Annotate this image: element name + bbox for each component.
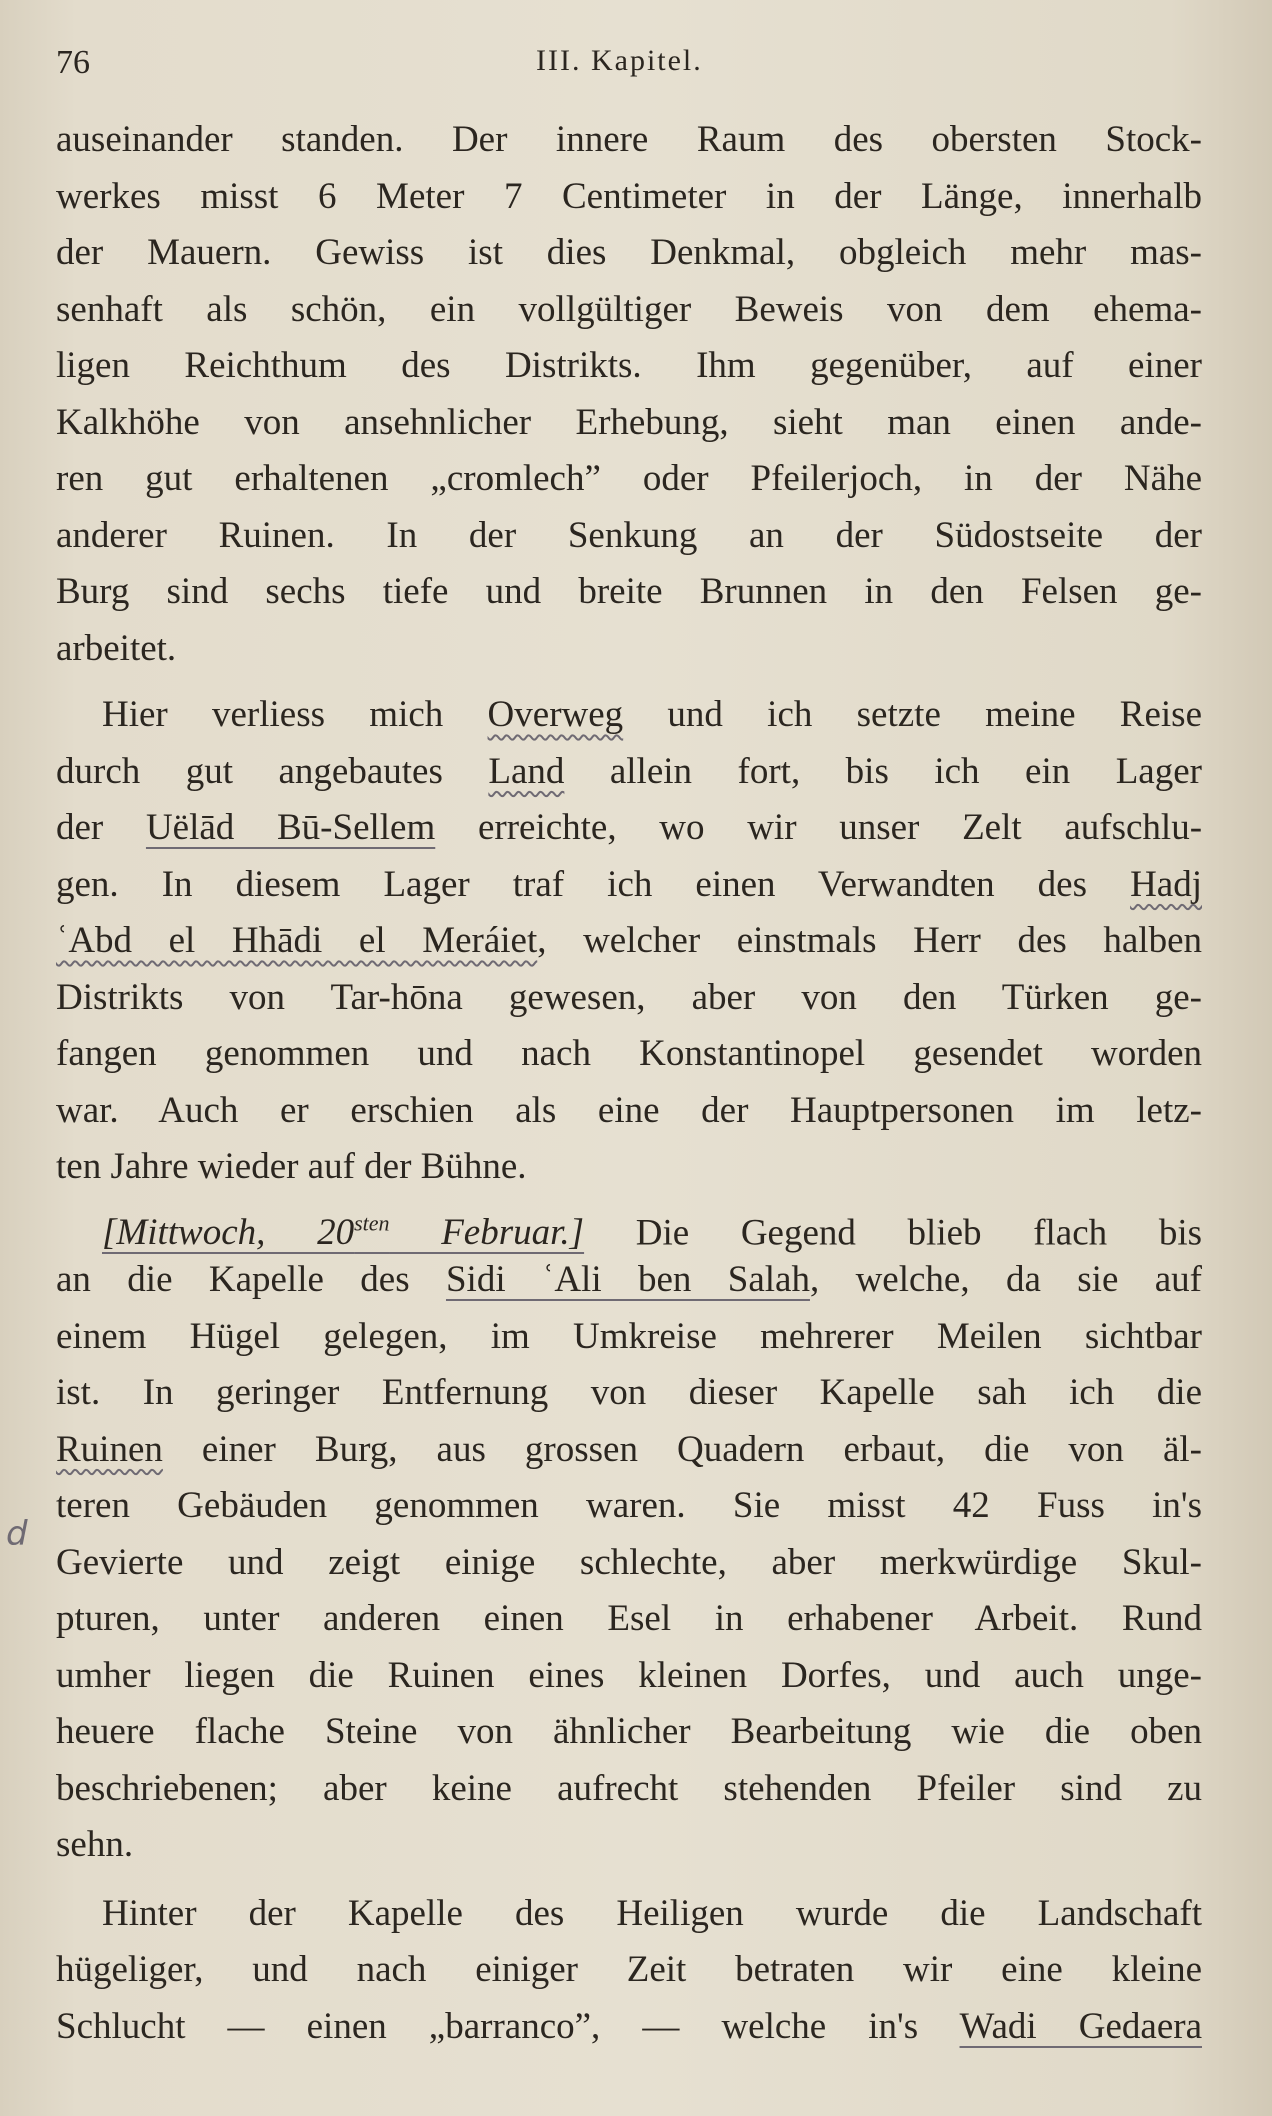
page-number: 76 — [56, 44, 90, 81]
text-line: Burg sind sechs tiefe und breite Brunnen in den Felsen ge- — [56, 571, 1202, 612]
text-line: Distrikts von Tar-hōna gewesen, aber von den Türken ge- — [56, 976, 1202, 1018]
text-line: sehn. — [56, 1824, 134, 1865]
text-line: war. Auch er erschien als eine der Hauptpersonen im letz- — [56, 1089, 1202, 1131]
text-line: heuere flache Steine von ähnlicher Bearbeitung wie die oben — [56, 1711, 1202, 1752]
text-line: ʿAbd el Hhādi el Meráiet, welcher einstmals Herr des halben — [56, 920, 1202, 961]
pen-underline: Sidi ʿAli ben Salah — [445, 1259, 810, 1300]
pen-underline: ʿAbd el Hhādi el Meráiet — [56, 920, 538, 961]
margin-pencil-mark: d — [6, 1514, 28, 1554]
text-line: [Mittwoch, $20^{sten}$ Februar.] Die Gegend blieb flach bis — [102, 1210, 1202, 1253]
text-line: Ruinen einer Burg, aus grossen Quadern erbaut, die von äl- — [56, 1428, 1202, 1470]
text-line: Gevierte und zeigt einige schlechte, aber merkwürdige Skul- — [56, 1541, 1202, 1583]
paragraph-3 — [56, 1196, 1202, 1874]
text-line: Hier verliess mich Overweg und ich setzte meine Reise — [102, 694, 1202, 735]
pen-underline: Overweg — [487, 694, 624, 735]
pen-underline: Uëlād Bū-Sellem — [145, 807, 436, 848]
text-line: Kalkhöhe von ansehnlicher Erhebung, sieht man einen ande- — [56, 401, 1202, 443]
text-line: einem Hügel gelegen, im Umkreise mehrerer Meilen sichtbar — [56, 1315, 1202, 1357]
date-heading: [Mittwoch, $20^{sten}$ Februar.] — [102, 1210, 585, 1253]
pen-underline: Hadj — [1130, 863, 1202, 905]
text-line: gen. In diesem Lager traf ich einen Verwandten des Hadj — [56, 863, 1202, 905]
text-line: arbeitet. — [56, 627, 177, 669]
paragraph-2 — [56, 687, 1202, 1196]
text-line: anderer Ruinen. In der Senkung an der Südostseite der — [56, 514, 1202, 556]
text-line: durch gut angebautes Land allein fort, bis ich ein Lager — [56, 750, 1202, 792]
paragraph-1 — [56, 112, 1202, 677]
paragraph-4 — [56, 1886, 1202, 2056]
text-line: ligen Reichthum des Distrikts. Ihm gegenüber, auf einer — [56, 345, 1202, 386]
pen-underline: Wadi Gedaera — [959, 2005, 1202, 2047]
pen-underline: Land — [488, 750, 565, 792]
pen-underline: Ruinen — [56, 1428, 163, 1470]
text-line: umher liegen die Ruinen eines kleinen Dorfes, und auch unge- — [56, 1654, 1202, 1696]
text-line: fangen genommen und nach Konstantinopel gesendet worden — [56, 1033, 1202, 1074]
text-line: werkes misst 6 Meter 7 Centimeter in der Länge, innerhalb — [56, 175, 1202, 217]
text-line: beschriebenen; aber keine aufrecht stehenden Pfeiler sind zu — [56, 1767, 1202, 1809]
text-line: Hinter der Kapelle des Heiligen wurde die Landschaft — [102, 1892, 1202, 1934]
body-text — [56, 112, 1202, 2055]
text-line: senhaft als schön, ein vollgültiger Beweis von dem ehema- — [56, 288, 1202, 330]
text-line: ten Jahre wieder auf der Bühne. — [56, 1146, 527, 1187]
text-line: der Uëlād Bū-Sellem erreichte, wo wir unser Zelt aufschlu- — [56, 807, 1203, 848]
text-line: teren Gebäuden genommen waren. Sie misst 42 Fuss in's — [56, 1485, 1202, 1526]
running-head: III. Kapitel. — [536, 44, 703, 77]
text-line: der Mauern. Gewiss ist dies Denkmal, obgleich mehr mas- — [56, 232, 1202, 273]
text-line: auseinander standen. Der innere Raum des obersten Stock- — [56, 119, 1202, 160]
text-line: ren gut erhaltenen „cromlech” oder Pfeilerjoch, in der Nähe — [56, 458, 1202, 499]
text-line: an die Kapelle des Sidi ʿAli ben Salah, welche, da sie auf — [56, 1259, 1202, 1300]
text-line: ist. In geringer Entfernung von dieser Kapelle sah ich die — [56, 1372, 1202, 1413]
text-line: hügeliger, und nach einiger Zeit betraten wir eine kleine — [56, 1949, 1202, 1990]
text-line: pturen, unter anderen einen Esel in erhabener Arbeit. Rund — [56, 1598, 1202, 1639]
page-header — [56, 40, 1212, 84]
text-line: Schlucht — einen „barranco”, — welche in's Wadi Gedaera — [56, 2005, 1202, 2047]
